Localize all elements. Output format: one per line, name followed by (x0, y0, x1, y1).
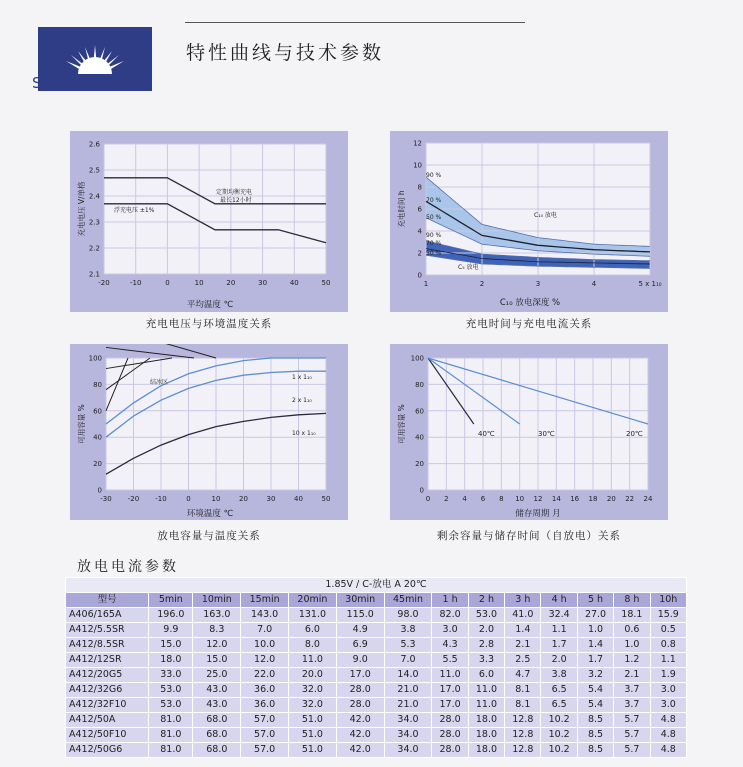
table-cell-value: 10.0 (241, 638, 289, 653)
chart4-ytick: 20 (415, 460, 424, 469)
chart2-pct-50b: 50 % (426, 250, 442, 257)
table-cell-value: 14.0 (384, 668, 432, 683)
chart4-label-30: 30℃ (538, 430, 555, 438)
table-cell-model: A412/12SR (66, 653, 149, 668)
table-cell-value: 34.0 (384, 743, 432, 758)
table-cell-value: 8.3 (193, 623, 241, 638)
table-cell-value: 5.4 (577, 683, 613, 698)
chart3-xtick: -30 (100, 495, 112, 503)
table-cell-model: A412/20G5 (66, 668, 149, 683)
table-cell-value: 21.0 (384, 683, 432, 698)
table-cell-value: 28.0 (432, 743, 468, 758)
chart4-xtick: 22 (625, 495, 635, 503)
chart3-xtick: 40 (294, 495, 303, 503)
table-cell-value: 4.9 (336, 623, 384, 638)
table-cell-value: 57.0 (241, 728, 289, 743)
table-cell-value: 18.0 (468, 743, 504, 758)
table-cell-value: 5.5 (432, 653, 468, 668)
table-cell-value: 12.0 (193, 638, 241, 653)
chart4-ytick: 40 (415, 433, 424, 442)
table-row (66, 698, 687, 713)
chart1-note-float: 浮充电压 ±1% (114, 207, 155, 214)
table-cell-model: A412/32G6 (66, 683, 149, 698)
table-cell-value: 10.2 (541, 743, 577, 758)
chart1-xlabel: 平均温度 ℃ (186, 300, 234, 310)
chart3-hatch-line (106, 344, 216, 358)
header-rule (185, 22, 525, 23)
table-cell-value: 11.0 (289, 653, 337, 668)
table-cell-value: 1.2 (614, 653, 650, 668)
table-row (66, 728, 687, 743)
chart1-ytick: 2.2 (88, 244, 100, 253)
chart4-caption: 剩余容量与储存时间（自放电）关系 (437, 530, 621, 542)
chart2-ytick: 2 (417, 249, 422, 258)
table-cell-value: 163.0 (193, 608, 241, 623)
table-cell-value: 32.4 (541, 608, 577, 623)
table-cell-value: 41.0 (505, 608, 541, 623)
chart4-xtick: 16 (570, 495, 580, 503)
chart4-ylabel: 可用容量 % (397, 404, 406, 444)
table-cell-value: 27.0 (577, 608, 613, 623)
table-cell-value: 43.0 (193, 683, 241, 698)
chart1-xtick: 40 (289, 279, 299, 287)
chart4-xtick: 12 (533, 495, 543, 503)
chart4-xtick: 20 (606, 495, 616, 503)
table-cell-value: 18.0 (149, 653, 193, 668)
chart3-xtick: 50 (321, 495, 331, 503)
table-column-header: 5min (149, 593, 193, 608)
table-cell-value: 11.0 (468, 698, 504, 713)
table-column-header: 8 h (614, 593, 650, 608)
table-column-header: 10h (650, 593, 686, 608)
chart2-ytick: 10 (413, 161, 422, 170)
table-cell-value: 17.0 (432, 698, 468, 713)
chart1-ytick: 2.3 (88, 218, 100, 227)
table-column-header: 1 h (432, 593, 468, 608)
table-cell-value: 3.0 (650, 698, 686, 713)
chart2-panel (390, 131, 668, 312)
chart3-frozen-label: 结冰区 (150, 379, 169, 386)
chart2-ytick: 8 (417, 183, 422, 192)
table-column-header: 型号 (66, 593, 149, 608)
table-cell-value: 9.0 (336, 653, 384, 668)
table-cell-value: 1.4 (577, 638, 613, 653)
table-cell-value: 3.8 (384, 623, 432, 638)
chart4-label-40: 40℃ (478, 430, 495, 438)
table-row (66, 743, 687, 758)
table-cell-value: 28.0 (432, 728, 468, 743)
table-cell-value: 82.0 (432, 608, 468, 623)
chart2-xlabel: C₁₀ 放电深度 % (499, 298, 561, 308)
chart4-xtick: 10 (515, 495, 525, 503)
table-cell-model: A412/50F10 (66, 728, 149, 743)
table-cell-value: 8.1 (505, 698, 541, 713)
chart2-pct-70b: 70 % (426, 240, 442, 247)
table-cell-value: 131.0 (289, 608, 337, 623)
chart1-ytick: 2.1 (88, 270, 100, 279)
table-cell-value: 18.0 (468, 728, 504, 743)
chart3-ytick: 40 (93, 433, 102, 442)
table-row (66, 668, 687, 683)
table-row (66, 638, 687, 653)
table-cell-value: 28.0 (336, 683, 384, 698)
chart1-svg (70, 131, 348, 312)
table-cell-value: 32.0 (289, 698, 337, 713)
table-row (66, 623, 687, 638)
chart4-xlabel: 储存周期 月 (515, 509, 561, 519)
table-cell-value: 3.0 (650, 683, 686, 698)
table-cell-value: 4.7 (505, 668, 541, 683)
table-column-header: 20min (289, 593, 337, 608)
table-cell-model: A412/50A (66, 713, 149, 728)
chart1-xtick: 0 (165, 279, 170, 287)
table-cell-value: 2.8 (468, 638, 504, 653)
chart2-xtick: 4 (591, 280, 597, 288)
table-cell-value: 6.0 (289, 623, 337, 638)
table-cell-value: 68.0 (193, 728, 241, 743)
chart3-ytick: 80 (93, 380, 102, 389)
chart4-xtick: 6 (480, 495, 486, 503)
chart3-xtick: 0 (186, 495, 191, 503)
table-cell-value: 81.0 (149, 743, 193, 758)
chart4-ytick: 60 (415, 407, 424, 416)
chart4-ytick: 100 (410, 354, 424, 363)
table-cell-value: 10.2 (541, 728, 577, 743)
chart1-xtick: 50 (321, 279, 331, 287)
table-cell-value: 43.0 (193, 698, 241, 713)
table-cell-value: 28.0 (432, 713, 468, 728)
table-cell-value: 53.0 (149, 683, 193, 698)
chart2-ylabel: 充电时间 h (397, 190, 406, 228)
table-cell-value: 68.0 (193, 713, 241, 728)
table-cell-value: 22.0 (241, 668, 289, 683)
table-cell-model: A412/50G6 (66, 743, 149, 758)
table-title: 放电电流参数 (77, 559, 179, 575)
chart4-xtick: 2 (444, 495, 449, 503)
table-cell-value: 53.0 (149, 698, 193, 713)
table-cell-value: 5.7 (614, 728, 650, 743)
table-cell-value: 12.8 (505, 728, 541, 743)
table-cell-value: 2.1 (614, 668, 650, 683)
table-cell-value: 8.5 (577, 713, 613, 728)
table-cell-value: 0.6 (614, 623, 650, 638)
chart2-pct-90b: 90 % (426, 232, 442, 239)
chart3-ytick: 20 (93, 460, 102, 469)
chart3-label-2: 2 x 1₁₀ (292, 397, 312, 404)
table-cell-value: 3.7 (614, 698, 650, 713)
table-cell-value: 34.0 (384, 728, 432, 743)
table-cell-value: 12.0 (241, 653, 289, 668)
chart3-xtick: -20 (127, 495, 140, 503)
chart2-c5-label: C₅ 放电 (458, 264, 479, 271)
table-column-header: 4 h (541, 593, 577, 608)
table-cell-value: 9.9 (149, 623, 193, 638)
chart3-hatch-line (106, 347, 194, 358)
table-row (66, 653, 687, 668)
table-cell-value: 68.0 (193, 743, 241, 758)
table-cell-value: 5.7 (614, 713, 650, 728)
table-cell-value: 0.8 (650, 638, 686, 653)
table-cell-value: 8.5 (577, 728, 613, 743)
table-cell-value: 1.1 (650, 653, 686, 668)
table-super-header: 1.85V / C-放电 A 20℃ (66, 578, 687, 593)
table-cell-value: 1.0 (577, 623, 613, 638)
table-cell-value: 2.0 (468, 623, 504, 638)
table-cell-value: 25.0 (193, 668, 241, 683)
chart2-ytick: 4 (417, 227, 422, 236)
chart1-ytick: 2.4 (88, 192, 100, 201)
chart1-ylabel: 充电电压 V/单格 (77, 181, 86, 237)
chart3-ylabel: 可用容量 % (77, 404, 86, 444)
table-cell-value: 81.0 (149, 713, 193, 728)
table-cell-value: 143.0 (241, 608, 289, 623)
chart4-xtick: 14 (551, 495, 561, 503)
chart1-note-equalize: 定期均衡充电 (216, 189, 253, 196)
table-cell-value: 2.1 (505, 638, 541, 653)
table-cell-value: 2.0 (541, 653, 577, 668)
table-cell-value: 11.0 (432, 668, 468, 683)
chart3-label-1: 1 x 1₁₀ (292, 374, 312, 381)
table-cell-value: 51.0 (289, 728, 337, 743)
chart4-xtick: 18 (588, 495, 598, 503)
table-column-header: 10min (193, 593, 241, 608)
page-title: 特性曲线与技术参数 (186, 42, 385, 64)
table-cell-value: 6.9 (336, 638, 384, 653)
chart4-ytick: 80 (415, 380, 424, 389)
chart3-xtick: 10 (211, 495, 221, 503)
chart2-xtick: 3 (535, 280, 541, 288)
table-cell-model: A412/8.5SR (66, 638, 149, 653)
table-cell-value: 4.3 (432, 638, 468, 653)
chart1-panel (70, 131, 348, 312)
table-cell-value: 81.0 (149, 728, 193, 743)
table-cell-value: 3.2 (577, 668, 613, 683)
table-cell-value: 57.0 (241, 743, 289, 758)
brand-name: Sonnenschein (32, 74, 137, 92)
table-cell-value: 6.5 (541, 683, 577, 698)
table-cell-value: 115.0 (336, 608, 384, 623)
table-cell-value: 6.5 (541, 698, 577, 713)
table-cell-value: 3.3 (468, 653, 504, 668)
table-cell-value: 15.9 (650, 608, 686, 623)
table-cell-value: 11.0 (468, 683, 504, 698)
chart4-xtick: 24 (643, 495, 653, 503)
chart2-ytick: 0 (417, 271, 422, 280)
chart1-xtick: 10 (194, 279, 204, 287)
table-cell-value: 2.5 (505, 653, 541, 668)
chart1-xtick: 20 (226, 279, 236, 287)
chart3-caption: 放电容量与温度关系 (157, 530, 261, 542)
chart2-svg (390, 131, 668, 312)
chart4-xtick: 0 (425, 495, 431, 503)
table-cell-value: 1.7 (577, 653, 613, 668)
table-cell-value: 33.0 (149, 668, 193, 683)
table-column-header: 30min (336, 593, 384, 608)
table-column-header: 15min (241, 593, 289, 608)
table-cell-value: 42.0 (336, 743, 384, 758)
chart2-pct-50a: 50 % (426, 214, 442, 221)
table-cell-model: A406/165A (66, 608, 149, 623)
table-row (66, 608, 687, 623)
chart3-xtick: -10 (155, 495, 167, 503)
table-cell-value: 7.0 (241, 623, 289, 638)
table-cell-value: 7.0 (384, 653, 432, 668)
table-cell-value: 4.8 (650, 728, 686, 743)
table-row (66, 713, 687, 728)
chart3-ytick: 100 (88, 354, 102, 363)
table-cell-value: 12.8 (505, 713, 541, 728)
chart2-xtick: 5 x 1₁₀ (638, 280, 662, 288)
chart4-xtick: 8 (499, 495, 504, 503)
table-cell-value: 1.4 (505, 623, 541, 638)
table-cell-value: 4.8 (650, 743, 686, 758)
table-cell-value: 51.0 (289, 743, 337, 758)
chart1-ytick: 2.5 (88, 166, 100, 175)
table-cell-value: 53.0 (468, 608, 504, 623)
table-cell-value: 5.3 (384, 638, 432, 653)
table-cell-value: 42.0 (336, 728, 384, 743)
table-cell-value: 15.0 (193, 653, 241, 668)
chart4-panel (390, 344, 668, 520)
chart3-ytick: 0 (97, 486, 102, 495)
table-cell-value: 36.0 (241, 698, 289, 713)
table-cell-value: 3.8 (541, 668, 577, 683)
table-column-header: 3 h (505, 593, 541, 608)
chart3-svg (70, 344, 348, 520)
table-cell-value: 8.1 (505, 683, 541, 698)
chart1-note-max: 最长12小时 (220, 197, 252, 204)
table-cell-value: 17.0 (336, 668, 384, 683)
table-cell-value: 15.0 (149, 638, 193, 653)
table-column-header: 45min (384, 593, 432, 608)
chart2-xtick: 1 (423, 280, 429, 288)
table-cell-value: 32.0 (289, 683, 337, 698)
table-cell-model: A412/32F10 (66, 698, 149, 713)
table-cell-value: 5.4 (577, 698, 613, 713)
table-row (66, 683, 687, 698)
table-cell-value: 18.1 (614, 608, 650, 623)
chart3-xlabel: 环境温度 ℃ (186, 509, 234, 519)
table-cell-value: 1.1 (541, 623, 577, 638)
chart1-xtick: -20 (98, 279, 110, 287)
table-cell-value: 12.8 (505, 743, 541, 758)
table-cell-value: 18.0 (468, 713, 504, 728)
chart1-caption: 充电电压与环境温度关系 (145, 318, 273, 330)
table-cell-value: 0.5 (650, 623, 686, 638)
table-cell-value: 42.0 (336, 713, 384, 728)
chart1-xtick: -10 (129, 279, 142, 287)
table-cell-value: 57.0 (241, 713, 289, 728)
table-cell-value: 17.0 (432, 683, 468, 698)
chart4-label-20: 20℃ (626, 430, 643, 438)
chart1-xtick: 30 (258, 279, 268, 287)
table-cell-value: 196.0 (149, 608, 193, 623)
chart2-ytick: 6 (417, 205, 422, 214)
table-header-row (66, 593, 687, 608)
chart4-svg (390, 344, 668, 520)
table-column-header: 5 h (577, 593, 613, 608)
table-cell-value: 36.0 (241, 683, 289, 698)
chart2-xtick: 2 (479, 280, 485, 288)
table-cell-value: 6.0 (468, 668, 504, 683)
table-cell-value: 1.0 (614, 638, 650, 653)
table-cell-value: 34.0 (384, 713, 432, 728)
table-cell-value: 8.5 (577, 743, 613, 758)
table-cell-value: 3.0 (432, 623, 468, 638)
table-cell-value: 28.0 (336, 698, 384, 713)
chart2-caption: 充电时间与充电电流关系 (465, 318, 593, 330)
chart3-ytick: 60 (93, 407, 102, 416)
chart2-c10-label: C₁₀ 放电 (534, 212, 557, 219)
table-cell-value: 21.0 (384, 698, 432, 713)
chart3-panel (70, 344, 348, 520)
chart1-ytick: 2.6 (88, 140, 100, 149)
chart4-ytick: 0 (419, 486, 424, 495)
table-cell-value: 98.0 (384, 608, 432, 623)
table-column-header: 2 h (468, 593, 504, 608)
table-cell-value: 4.8 (650, 713, 686, 728)
table-cell-value: 1.7 (541, 638, 577, 653)
table-cell-value: 20.0 (289, 668, 337, 683)
chart2-ytick: 12 (413, 139, 422, 148)
chart4-xtick: 4 (462, 495, 467, 503)
table-cell-value: 8.0 (289, 638, 337, 653)
table-cell-model: A412/5.5SR (66, 623, 149, 638)
table-cell-value: 10.2 (541, 713, 577, 728)
discharge-table (65, 577, 687, 758)
chart3-xtick: 30 (266, 495, 276, 503)
chart2-pct-70a: 70 % (426, 197, 442, 204)
table-cell-value: 3.7 (614, 683, 650, 698)
chart3-xtick: 20 (239, 495, 248, 503)
chart3-label-3: 10 x 1₁₀ (292, 430, 316, 437)
table-cell-value: 5.7 (614, 743, 650, 758)
chart2-pct-90a: 90 % (426, 172, 442, 179)
table-cell-value: 1.9 (650, 668, 686, 683)
table-cell-value: 51.0 (289, 713, 337, 728)
